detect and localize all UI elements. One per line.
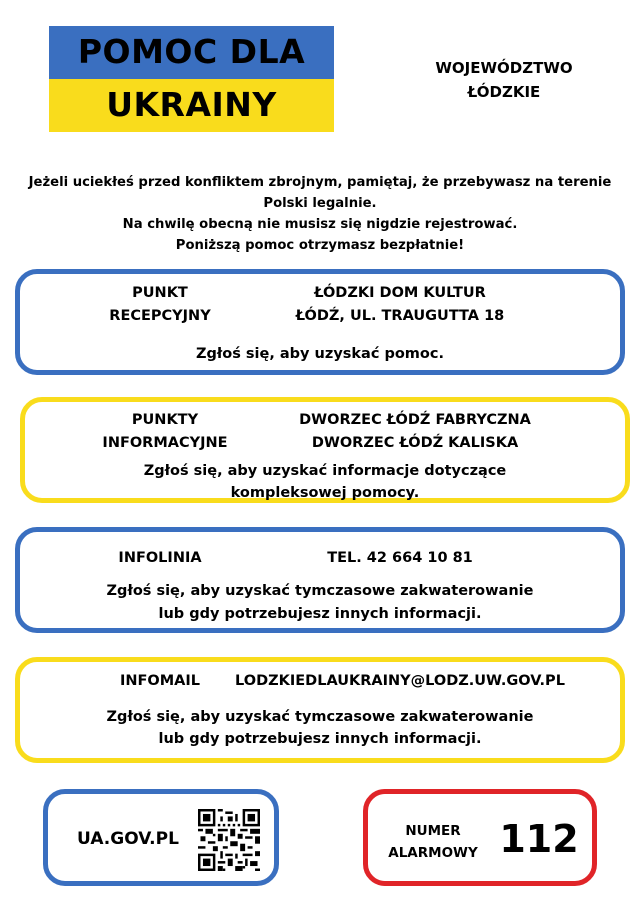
emergency-label-line2: ALARMOWY [388, 845, 478, 861]
reception-message: Zgłoś się, aby uzyskać pomoc. [195, 346, 444, 362]
region-name [404, 56, 604, 104]
info-points-label-line2: INFORMACYJNE [102, 435, 228, 451]
infomail-message-line2: lub gdy potrzebujesz innych informacji. [158, 731, 482, 747]
hotline-message-line1: Zgłoś się, aby uzyskać tymczasowe zakwaterowanie [106, 583, 534, 599]
hotline-box [15, 527, 625, 633]
reception-point-box [15, 269, 625, 375]
emergency-label-line1: NUMER [405, 823, 461, 839]
hotline-message-line2: lub gdy potrzebujesz innych informacji. [158, 606, 482, 622]
infomail-label: INFOMAIL [119, 673, 201, 689]
emergency-number[interactable]: 112 [499, 817, 579, 861]
intro-line4: Poniższą pomoc otrzymasz bezpłatnie! [175, 238, 465, 253]
info-points-message-line1: Zgłoś się, aby uzyskać informacje dotyczące [143, 463, 507, 479]
reception-place-line2: ŁÓDŹ, UL. TRAUGUTTA 18 [295, 308, 505, 324]
infomail-message-line1: Zgłoś się, aby uzyskać tymczasowe zakwaterowanie [106, 709, 534, 725]
intro-text [20, 172, 620, 256]
qr-code-icon[interactable] [198, 809, 260, 871]
reception-place-line1: ŁÓDZKI DOM KULTUR [314, 285, 486, 301]
region-line2: ŁÓDZKIE [467, 83, 541, 101]
reception-label-line1: PUNKT [132, 285, 188, 301]
info-points-label-line1: PUNKTY [131, 412, 199, 428]
hotline-phone[interactable]: TEL. 42 664 10 81 [327, 550, 473, 566]
ukraine-flag-banner [49, 26, 334, 132]
intro-line3: Na chwilę obecną nie musisz się nigdzie rejestrować. [122, 217, 518, 232]
infomail-email[interactable]: LODZKIEDLAUKRAINY@LODZ.UW.GOV.PL [235, 673, 565, 689]
info-points-message-line2: kompleksowej pomocy. [230, 485, 420, 501]
region-line1: WOJEWÓDZTWO [435, 59, 573, 77]
reception-label-line2: RECEPCYJNY [109, 308, 211, 324]
hotline-label: INFOLINIA [118, 550, 202, 566]
website-box [43, 789, 279, 886]
intro-line2: Polski legalnie. [263, 196, 377, 211]
flag-title-line1: POMOC DLA [77, 32, 306, 71]
info-points-place-line1: DWORZEC ŁÓDŹ FABRYCZNA [299, 412, 531, 428]
emergency-number-box [363, 789, 597, 886]
info-points-box [20, 397, 630, 503]
info-points-place-line2: DWORZEC ŁÓDŹ KALISKA [311, 435, 519, 451]
website-label[interactable]: UA.GOV.PL [77, 829, 179, 849]
flag-title-line2: UKRAINY [106, 85, 277, 124]
infomail-box [15, 657, 625, 763]
intro-line1: Jeżeli uciekłeś przed konfliktem zbrojnym, pamiętaj, że przebywasz na terenie [28, 175, 612, 190]
